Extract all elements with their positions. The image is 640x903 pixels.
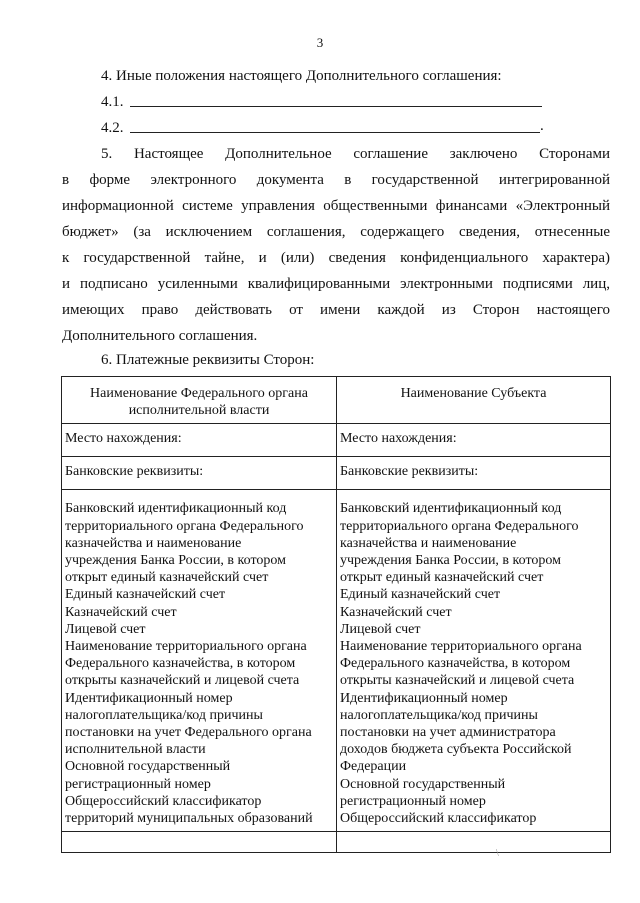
detail-line: Наименование территориального органа (65, 639, 307, 655)
detail-line: казначейства и наименование (340, 535, 517, 551)
section-5-line: и подписано усиленными квалифицированными электронными подписями лиц, (62, 276, 610, 292)
federal-bank-label: Банковские реквизиты: (62, 457, 337, 490)
item-4-1-label: 4.1. (101, 94, 124, 110)
section-5-line: в форме электронного документа в государственной интегрированной (62, 172, 610, 188)
subject-header: Наименование Субъекта (337, 377, 611, 424)
section-5-line: имеющих право действовать от имени каждой из Сторон настоящего (62, 302, 610, 318)
federal-authority-header: Наименование Федерального органа исполнительной власти (62, 377, 337, 424)
detail-line: постановки на учет администратора (340, 725, 556, 741)
detail-line: казначейства и наименование (65, 535, 242, 551)
detail-line: регистрационный номер (65, 776, 211, 792)
section-5-line: к государственной тайне, и (или) сведения конфиденциального характера) (62, 250, 610, 266)
detail-line: территориального органа Федерального (65, 518, 304, 534)
subject-details-list (337, 490, 611, 832)
detail-line: Единый казначейский счет (65, 587, 226, 603)
item-4-2-label: 4.2. (101, 120, 124, 136)
payment-details-table (61, 376, 611, 853)
detail-line: Общероссийский классификатор (340, 811, 537, 827)
subject-empty-cell (337, 832, 611, 853)
bank-details-row (62, 457, 611, 490)
federal-location-label: Место нахождения: (62, 424, 337, 457)
detail-line: учреждения Банка России, в котором (65, 553, 286, 569)
section-5-line: 5. Настоящее Дополнительное соглашение заключено Сторонами (101, 146, 610, 162)
detail-line: Идентификационный номер (65, 690, 233, 706)
detail-line: Казначейский счет (340, 604, 452, 620)
detail-line: Федерации (340, 759, 407, 775)
section-6-heading: 6. Платежные реквизиты Сторон: (101, 352, 315, 368)
detail-line: Идентификационный номер (340, 690, 508, 706)
details-row (62, 490, 611, 832)
detail-line: Федерального казначейства, в котором (65, 656, 296, 672)
detail-line: территориального органа Федерального (340, 518, 579, 534)
federal-empty-cell (62, 832, 337, 853)
item-4-2-period: . (540, 118, 544, 134)
table-bottom-row (62, 832, 611, 853)
item-4-1-blank-line (130, 106, 542, 107)
detail-line: открыты казначейский и лицевой счета (65, 673, 300, 689)
table-header-row (62, 377, 611, 424)
section-5-line: бюджет» (за исключением соглашения, содержащего сведения, отнесенные (62, 224, 610, 240)
page-number: 3 (316, 35, 324, 50)
detail-line: Основной государственный (65, 759, 231, 775)
section-5-last-line: Дополнительного соглашения. (62, 328, 258, 344)
detail-line: Единый казначейский счет (340, 587, 501, 603)
detail-line: Наименование территориального органа (340, 639, 582, 655)
detail-line: постановки на учет Федерального органа (65, 725, 312, 741)
detail-line: налогоплательщика/код причины (65, 707, 263, 723)
detail-line: доходов бюджета субъекта Российской (340, 742, 572, 758)
scan-artifact-mark: \ (496, 848, 499, 859)
detail-line: открыт единый казначейский счет (65, 570, 269, 586)
detail-line: Общероссийский классификатор (65, 793, 262, 809)
subject-bank-label: Банковские реквизиты: (337, 457, 611, 490)
detail-line: Федерального казначейства, в котором (340, 656, 571, 672)
detail-line: Лицевой счет (340, 621, 421, 637)
federal-details-list (62, 490, 337, 832)
detail-line: открыты казначейский и лицевой счета (340, 673, 575, 689)
section-5-line: информационной системе управления общественными финансами «Электронный (62, 198, 610, 214)
item-4-2-blank-line (130, 132, 540, 133)
detail-line: Основной государственный (340, 776, 506, 792)
section-4-heading: 4. Иные положения настоящего Дополнительного соглашения: (101, 68, 502, 84)
location-row (62, 424, 611, 457)
detail-line: исполнительной власти (65, 742, 206, 758)
detail-line: Банковский идентификационный код (65, 501, 287, 517)
subject-location-label: Место нахождения: (337, 424, 611, 457)
detail-line: налогоплательщика/код причины (340, 707, 538, 723)
detail-line: открыт единый казначейский счет (340, 570, 544, 586)
detail-line: Казначейский счет (65, 604, 177, 620)
detail-line: Банковский идентификационный код (340, 501, 562, 517)
detail-line: учреждения Банка России, в котором (340, 553, 561, 569)
detail-line: территорий муниципальных образований (65, 811, 313, 827)
detail-line: Лицевой счет (65, 621, 146, 637)
detail-line: регистрационный номер (340, 793, 486, 809)
